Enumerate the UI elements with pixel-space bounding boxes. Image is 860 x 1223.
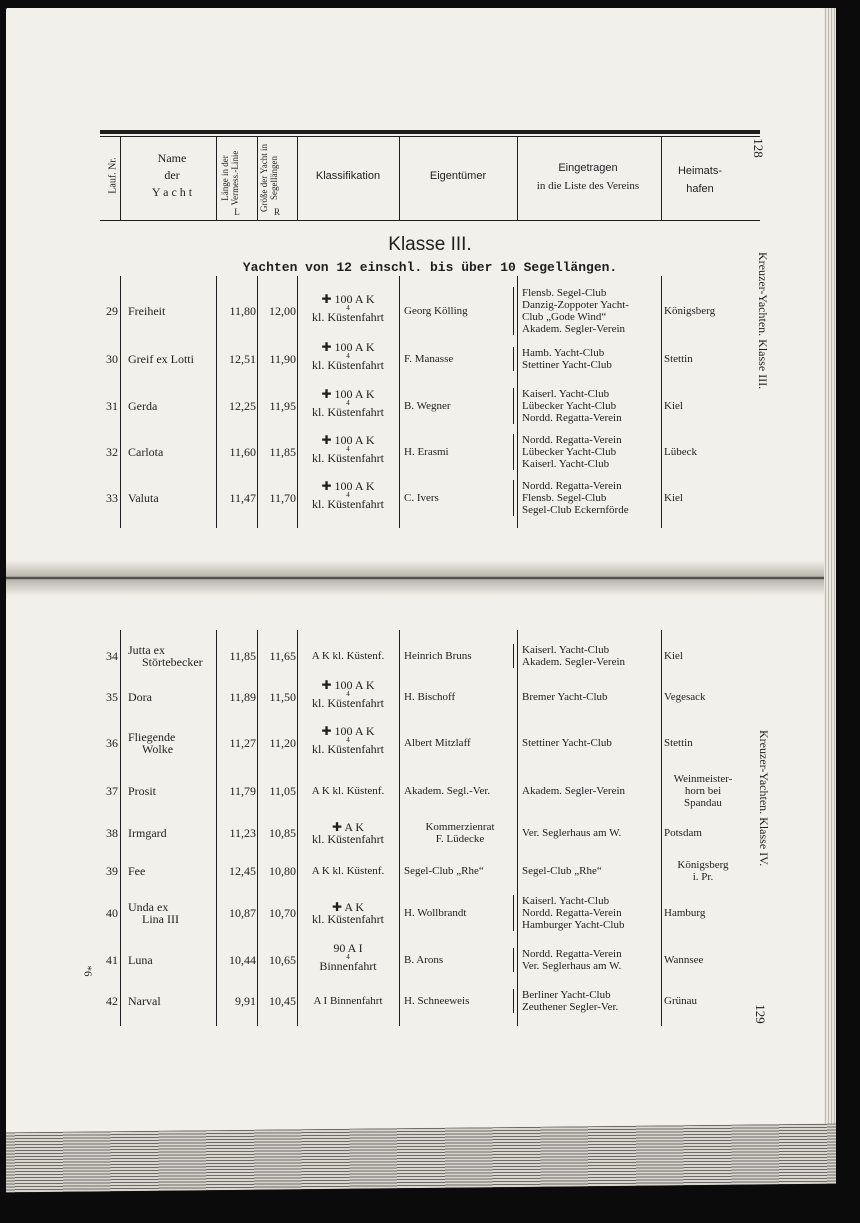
column-rule [216,630,217,1026]
registered-club-line: Nordd. Regatta-Verein [522,948,622,960]
registered-club-line: Flensb. Segel-Club [522,492,607,504]
row-number: 30 [106,352,118,366]
home-port [664,995,742,1007]
owner-line: Segel-Club „Rhe“ [404,865,484,877]
registered-club-line: Berliner Yacht-Club [522,989,611,1001]
column-rule [120,630,121,1026]
yacht-name [128,446,214,458]
yacht-name-line: Fee [128,864,146,878]
classification-line: A K kl. Küstenf. [311,865,385,877]
classification-line: kl. Küstenfahrt [312,310,384,324]
classification-line: kl. Küstenfahrt [312,451,384,465]
yacht-name [128,353,214,365]
owner-line: B. Wegner [404,400,451,412]
owner-line: C. Ivers [404,492,439,504]
classification [298,995,398,1007]
classification [298,865,398,877]
header-column-rule [661,137,662,220]
yacht-name-line: Irmgard [128,826,167,840]
classification-line: 4 [346,352,350,360]
owner-line: Heinrich Bruns [404,650,472,662]
owner-line: H. Schneeweis [404,995,470,1007]
classification-line: 4 [346,690,350,698]
length-value: 12,25 [229,399,256,413]
class-title: Klasse III. [388,234,472,255]
header-name-3: Y a c h t [151,185,193,199]
home-port [664,773,742,809]
row-number: 37 [106,784,118,798]
yacht-name-line: Störtebecker [142,655,203,669]
header-klass: Klassifikation [315,170,381,182]
registered-club-line: Stettiner Yacht-Club [522,737,612,749]
owner-line: Albert Mitzlaff [404,737,471,749]
yacht-name [128,492,214,504]
home-port [664,827,742,839]
classification-line: ✚ 100 A K [321,479,375,493]
home-port [664,954,742,966]
length-value: 11,89 [229,690,256,704]
yacht-name [128,400,214,412]
row-number: 34 [106,649,118,663]
home-port-line: Vegesack [664,691,706,703]
length-value: 10,87 [229,906,256,920]
classification [298,942,398,972]
length-value: 12,51 [229,352,256,366]
running-head-bottom: Kreuzer-Yachten. Klasse IV. [757,730,771,867]
header-laenge-letter: L [234,207,240,217]
header-heimat [660,162,740,198]
yacht-name-line: Narval [128,994,161,1008]
registered-club [522,287,660,335]
registered-club [522,347,660,371]
owner [404,691,516,703]
owner [404,995,516,1007]
header-eigen: Eigentümer [429,170,487,182]
registered-club [522,691,660,703]
classification-line: kl. Küstenfahrt [312,742,384,756]
classification-line: ✚ 100 A K [321,433,375,447]
home-port [664,305,742,317]
classification-line: A K kl. Küstenf. [311,650,385,662]
size-value: 12,00 [269,304,296,318]
row-number: 36 [106,736,118,750]
owner [404,954,516,966]
signature-mark: *6 [81,965,94,977]
header-nr: Lauf. Nr. [107,157,119,194]
length-value: 10,44 [229,953,256,967]
yacht-name [128,785,214,797]
size-value: 10,80 [269,864,296,878]
yacht-name [128,901,214,925]
classification-line: ✚ 100 A K [321,292,375,306]
size-value: 11,05 [269,784,296,798]
registered-club [522,865,660,877]
page-number-bottom: 129 [752,1004,768,1024]
yacht-name-line: Prosit [128,784,157,798]
classification-line: ✚ 100 A K [321,678,375,692]
classification-line: ✚ A K [331,820,365,834]
classification-line: A K kl. Küstenf. [311,785,385,797]
header-column-rule [216,137,217,220]
row-number: 31 [106,399,118,413]
registered-club-line: Nordd. Regatta-Verein [522,907,622,919]
registered-club [522,480,660,516]
owner [404,400,516,412]
classification-line: kl. Küstenfahrt [312,832,384,846]
header-rule-bottom [100,220,760,221]
home-port [664,907,742,919]
size-value: 11,70 [269,491,296,505]
length-value: 11,60 [229,445,256,459]
yacht-name [128,731,214,755]
header-eingetragen-title: Eingetragen [558,162,618,174]
classification [298,679,398,709]
header-laenge: Länge in der Vermess.-Linie [220,150,240,206]
column-rule [661,630,662,1026]
owner-line: B. Arons [404,954,444,966]
registered-club-line: Zeuthener Segler-Ver. [522,1001,619,1013]
header-rule-thick [100,130,760,134]
brace-icon [513,434,517,470]
header-column-rule [120,137,121,220]
registered-club-line: Ver. Seglerhaus am W. [522,960,622,972]
length-value: 11,47 [229,491,256,505]
classification-line: 4 [346,736,350,744]
classification-line: kl. Küstenfahrt [312,497,384,511]
registered-club-line: Club „Gode Wind“ [522,311,607,323]
classification-line: 4 [346,445,350,453]
classification-line: kl. Küstenfahrt [312,696,384,710]
home-port [664,650,742,662]
home-port-line: Potsdam [664,827,702,839]
yacht-name-line: Unda ex [128,900,169,914]
column-rule [399,630,400,1026]
registered-club [522,827,660,839]
registered-club [522,644,660,668]
home-port-line: Kiel [664,492,683,504]
home-port-line: Hamburg [664,907,706,919]
registered-club-line: Nordd. Regatta-Verein [522,480,622,492]
row-number: 40 [106,906,118,920]
column-rule [517,276,518,528]
home-port-line: Königsberg [664,305,716,317]
registered-club-line: Ver. Seglerhaus am W. [522,827,622,839]
yacht-name [128,995,214,1007]
registered-club [522,785,660,797]
owner [404,821,516,845]
classification-line: 4 [346,491,350,499]
column-rule [216,276,217,528]
yacht-name-line: Valuta [128,491,159,505]
classification-line: 4 [346,399,350,407]
registered-club-line: Kaiserl. Yacht-Club [522,895,610,907]
owner-line: H. Erasmi [404,446,449,458]
size-value: 11,50 [269,690,296,704]
yacht-name [128,827,214,839]
registered-club-line: Hamb. Yacht-Club [522,347,605,359]
home-port [664,691,742,703]
home-port-line: Königsberg [677,859,729,871]
size-value: 11,95 [269,399,296,413]
column-rule [399,276,400,528]
header-groesse: Größe der Yacht in Segellängen [259,144,279,212]
size-value: 10,70 [269,906,296,920]
yacht-name [128,305,214,317]
registered-club-line: Flensb. Segel-Club [522,287,607,299]
header-heimat-2: hafen [686,183,714,195]
registered-club-line: Akadem. Segler-Verein [522,656,626,668]
row-number: 39 [106,864,118,878]
home-port [664,737,742,749]
column-rule [517,630,518,1026]
registered-club-line: Kaiserl. Yacht-Club [522,388,610,400]
owner [404,785,516,797]
home-port-line: Stettin [664,353,693,365]
owner [404,353,516,365]
header-eingetragen [518,162,658,193]
owner-line: Kommerzienrat [425,821,495,833]
yacht-name-line: Carlota [128,445,164,459]
classification [298,341,398,371]
home-port-line: Kiel [664,400,683,412]
header-name-2: der [164,168,180,182]
size-value: 11,90 [269,352,296,366]
home-port-line: Spandau [684,797,722,809]
owner [404,492,516,504]
classification-line: 4 [346,304,350,312]
yacht-name-line: Wolke [142,742,174,756]
registered-club-line: Akadem. Segler-Verein [522,323,626,335]
class-subtitle: Yachten von 12 einschl. bis über 10 Segellängen. [242,260,618,275]
classification [298,821,398,845]
registered-club-line: Segel-Club Eckernförde [522,504,629,516]
brace-icon [513,347,517,371]
classification-line: ✚ 100 A K [321,340,375,354]
page-stack [6,1124,836,1193]
yacht-name-line: Fliegende [128,730,176,744]
home-port [664,446,742,458]
length-value: 11,27 [229,736,256,750]
owner-line: H. Bischoff [404,691,456,703]
row-number: 42 [106,994,118,1008]
page-edge [822,8,836,1144]
registered-club-line: Kaiserl. Yacht-Club [522,458,610,470]
registered-club [522,989,660,1013]
row-number: 38 [106,826,118,840]
brace-icon [513,895,517,931]
registered-club-line: Segel-Club „Rhe“ [522,865,602,877]
header-column-rule [257,137,258,220]
row-number: 32 [106,445,118,459]
row-number: 33 [106,491,118,505]
classification [298,480,398,510]
home-port-line: Kiel [664,650,683,662]
home-port-line: Wannsee [664,954,704,966]
length-value: 11,79 [229,784,256,798]
brace-icon [513,287,517,335]
registered-club-line: Bremer Yacht-Club [522,691,608,703]
registered-club-line: Nordd. Regatta-Verein [522,434,622,446]
home-port [664,492,742,504]
classification-line: ✚ 100 A K [321,724,375,738]
owner [404,446,516,458]
classification [298,650,398,662]
home-port-line: Grünau [664,995,697,1007]
yacht-name-line: Gerda [128,399,158,413]
owner-line: Akadem. Segl.-Ver. [404,785,491,797]
registered-club [522,895,660,931]
size-value: 10,85 [269,826,296,840]
classification-line: 90 A I [333,941,363,955]
row-number: 41 [106,953,118,967]
classification [298,388,398,418]
header-column-rule [399,137,400,220]
classification [298,901,398,925]
classification [298,434,398,464]
brace-icon [513,948,517,972]
brace-icon [513,989,517,1013]
registered-club [522,434,660,470]
home-port [664,859,742,883]
yacht-name-line: Jutta ex [128,643,165,657]
classification [298,725,398,755]
classification [298,293,398,323]
header-name-1: Name [157,151,187,165]
registered-club [522,737,660,749]
home-port-line: i. Pr. [692,871,714,883]
owner [404,305,516,317]
header-name [124,150,220,201]
classification-line: ✚ 100 A K [321,387,375,401]
yacht-name-line: Greif ex Lotti [128,352,194,366]
registered-club-line: Danzig-Zoppoter Yacht- [522,299,629,311]
brace-icon [513,644,517,668]
registered-club-line: Stettiner Yacht-Club [522,359,612,371]
classification-line: Binnenfahrt [319,959,377,973]
size-value: 11,65 [269,649,296,663]
header-column-rule [297,137,298,220]
classification-line: kl. Küstenfahrt [312,405,384,419]
size-value: 11,85 [269,445,296,459]
classification-line: A I Binnenfahrt [313,995,383,1007]
column-rule [120,276,121,528]
registered-club-line: Lübecker Yacht-Club [522,400,617,412]
owner [404,737,516,749]
yacht-name-line: Freiheit [128,304,166,318]
home-port-line: Weinmeister- [673,773,733,785]
registered-club-line: Hamburger Yacht-Club [522,919,625,931]
registered-club-line: Kaiserl. Yacht-Club [522,644,610,656]
owner [404,865,516,877]
owner [404,650,516,662]
registered-club [522,948,660,972]
home-port [664,353,742,365]
yacht-name [128,691,214,703]
page-number-top: 128 [750,138,766,158]
owner-line: F. Lüdecke [435,833,485,845]
yacht-name [128,954,214,966]
home-port-line: Lübeck [664,446,697,458]
length-value: 11,23 [229,826,256,840]
size-value: 10,65 [269,953,296,967]
home-port [664,400,742,412]
home-port-line: Stettin [664,737,693,749]
yacht-name [128,644,214,668]
length-value: 11,80 [229,304,256,318]
header-groesse-letter: R [273,207,280,217]
classification-line: 4 [346,953,350,961]
classification-line: kl. Küstenfahrt [312,912,384,926]
column-rule [661,276,662,528]
owner-line: Georg Kölling [404,305,468,317]
registered-club-line: Nordd. Regatta-Verein [522,412,622,424]
row-number: 35 [106,690,118,704]
registered-club-line: Akadem. Segler-Verein [522,785,626,797]
running-head-top: Kreuzer-Yachten. Klasse III. [756,252,770,390]
yacht-name-line: Dora [128,690,152,704]
header-eingetragen-sub: in die Liste des Vereins [536,180,640,192]
yacht-name-line: Lina III [142,912,179,926]
brace-icon [513,480,517,516]
home-port-line: horn bei [684,785,722,797]
length-value: 12,45 [229,864,256,878]
registered-club-line: Lübecker Yacht-Club [522,446,617,458]
classification-line: kl. Küstenfahrt [312,358,384,372]
row-number: 29 [106,304,118,318]
owner-line: H. Wollbrandt [404,907,467,919]
size-value: 10,45 [269,994,296,1008]
book-gutter [6,560,824,596]
header-heimat-1: Heimats- [677,165,722,177]
classification-line: ✚ A K [331,900,365,914]
registered-club [522,388,660,424]
owner [404,907,516,919]
brace-icon [513,388,517,424]
length-value: 11,85 [229,649,256,663]
header-column-rule [517,137,518,220]
size-value: 11,20 [269,736,296,750]
classification [298,785,398,797]
owner-line: F. Manasse [404,353,454,365]
length-value: 9,91 [235,994,256,1008]
yacht-name-line: Luna [128,953,153,967]
yacht-name [128,865,214,877]
